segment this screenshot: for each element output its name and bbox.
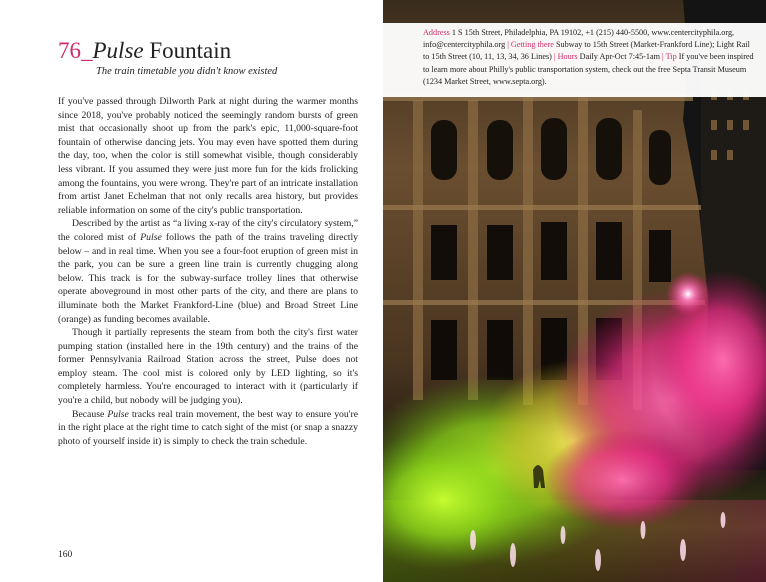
divider: | (507, 40, 509, 50)
hours-value: Daily Apr-Oct 7:45-1am (579, 52, 660, 62)
info-text (423, 27, 758, 88)
entry-subtitle: The train timetable you didn't know existed (96, 66, 278, 77)
tip-label: Tip (665, 52, 677, 62)
info-box (383, 23, 766, 97)
body-paragraph-4-a: Because (72, 408, 108, 420)
body-paragraph-4-c: tracks real train movement, the best way to ensure you're in the right place at the right time to catch sight of the mist (or snap a snazzy photo of yourself inside it) is simply to check the train schedule. (58, 408, 359, 447)
tip-value: If you've been inspired to learn more about Philly's public transportation system, check out the free Septa Transit Museum (1234 Market Street, www.septa.org). (423, 52, 754, 86)
hours-label: Hours (557, 52, 578, 62)
entry-separator: _ (81, 38, 93, 63)
entry-title-rest: Fountain (149, 38, 232, 63)
body-text (58, 95, 358, 448)
body-paragraph-4-italic: Pulse (107, 408, 129, 420)
getting-there-label: Getting there (510, 40, 554, 50)
entry-title-italic: Pulse (92, 38, 144, 63)
address-value: 1 S 15th Street, Philadelphia, PA 19102, +1 (215) 440-5500, www.centercityphila.org, info@centercityphila.org (423, 28, 735, 50)
entry-number: 76 (58, 38, 81, 63)
body-paragraph-2 (58, 217, 358, 326)
body-paragraph-2-a: Described by the artist as “a living x-ray of the city's circulatory system,” the colored mist of (58, 218, 358, 243)
divider: | (553, 52, 556, 62)
body-paragraph-4 (58, 408, 358, 449)
entry-heading (58, 38, 231, 64)
address-label: Address (423, 28, 450, 37)
body-paragraph-1: If you've passed through Dilworth Park at night during the warmer months since 2018, you've probably noticed the seemingly random bursts of green mist that occasionally shoot up from the park's epic, 11,000-square-foot fountain of otherwise dancing jets. You may even have spotted them during the day, too, when the color is still somewhat visible, though considerably less vibrant. If you assumed they were just more fun for the kids frolicking among the fountains, you were wrong. They're part of an intricate installation from artist Janet Echelman that not only recalls area history, but provides reliable information on some of the city's public transportation. (58, 96, 358, 216)
page-number: 160 (58, 550, 73, 560)
body-paragraph-2-c: follows the path of the trains traveling directly below – and in real time. When you see a four-foot eruption of green mist in the park, you can be sure a green line train is currently chugging along below. This track is for the subway-surface trolley lines that otherwise operate aboveground in most other parts of the city, and there are plans to illuminate both the Market Frankford-Line (blue) and Broad Street Line (orange) as funding becomes available. (58, 231, 358, 325)
body-paragraph-2-italic: Pulse (140, 231, 162, 243)
body-paragraph-3: Though it partially represents the steam from both the city's first water pumping station (installed here in the 19th century) and the trains of the former Pennsylvania Railroad Station across the street, Pulse does not employ steam. The cool mist is colored only by LED lighting, so it's completely harmless. You're encouraged to interact with it (particularly if you're a child, but nobody will be judging you). (58, 327, 358, 407)
getting-there-value: Subway to 15th Street (Market-Frankford Line); Light Rail to 15th Street (10, 11, 13, 34, 36 Lines) (423, 40, 750, 62)
divider: | (662, 52, 664, 62)
